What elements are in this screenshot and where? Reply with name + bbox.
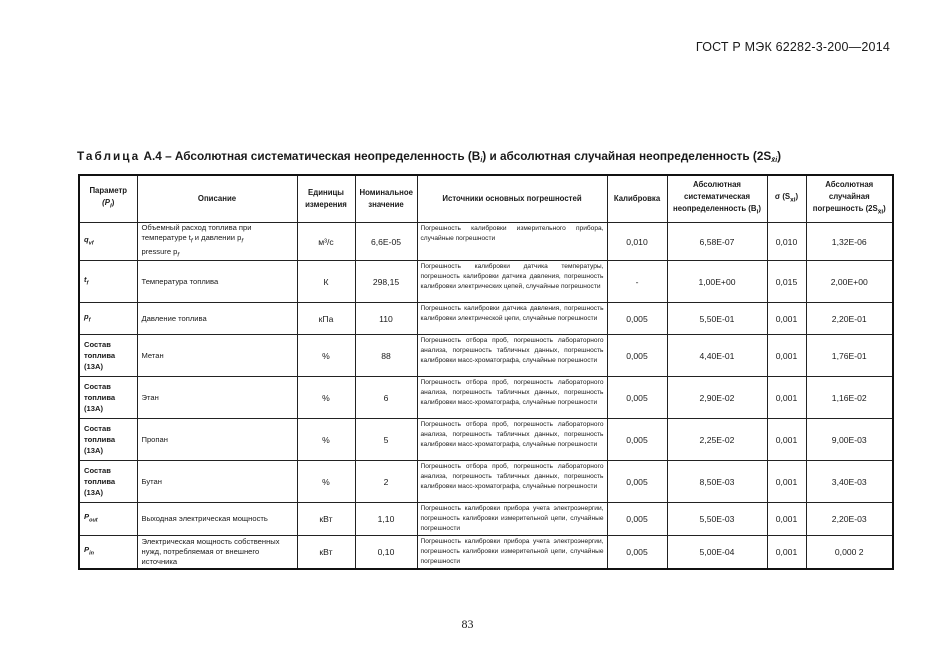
cell-description: Бутан [137,461,297,503]
cell-calibration: 0,005 [607,461,667,503]
cell-description: Выходная электрическая мощность [137,503,297,536]
cell-sigma: 0,010 [767,223,806,261]
cell-unit: кВт [297,536,355,570]
standard-designation: ГОСТ Р МЭК 62282-3-200—2014 [695,40,890,54]
table-row [79,377,893,419]
cell-sigma: 0,001 [767,303,806,335]
col-rand: Абсолютная случайная погрешность $(2S_{x̄i})$ [806,175,893,223]
cell-systematic: 6,58E-07 [667,223,767,261]
cell-description: Этан [137,377,297,419]
col-calib: Калибровка [607,175,667,223]
cell-description: Температура топлива [137,261,297,303]
cell-nominal: 6 [355,377,417,419]
caption-label: Таблица [77,149,141,163]
cell-random: 2,20E-03 [806,503,893,536]
cell-description: Электрическая мощность собственных нужд, потребляемая от внешнего источника [137,536,297,570]
col-nominal: Номинальное значение [355,175,417,223]
col-sys: Абсолютная систематическая неопределенность $(B_i)$ [667,175,767,223]
cell-calibration: 0,005 [607,303,667,335]
table-row [79,461,893,503]
cell-description: Давление топлива [137,303,297,335]
cell-unit: м³/с [297,223,355,261]
cell-nominal: 5 [355,419,417,461]
cell-sigma: 0,001 [767,461,806,503]
cell-random: 1,76E-01 [806,335,893,377]
cell-random: 1,16E-02 [806,377,893,419]
cell-random: 2,00E+00 [806,261,893,303]
cell-nominal: 1,10 [355,503,417,536]
cell-source: Погрешность отбора проб, погрешность лабораторного анализа, погрешность табличных данных, погрешность калибровки масс-хроматографа, случайные погрешности [417,419,607,461]
cell-systematic: 4,40E-01 [667,335,767,377]
page-number: 83 [461,617,474,631]
col-param: Параметр $(P_i)$ [79,175,137,223]
cell-source: Погрешность калибровки датчика давления, погрешность калибровки электрической цепи, случайные погрешности [417,303,607,335]
cell-unit: % [297,419,355,461]
cell-systematic: 2,90E-02 [667,377,767,419]
cell-random: 2,20E-01 [806,303,893,335]
cell-calibration: - [607,261,667,303]
cell-systematic: 2,25E-02 [667,419,767,461]
cell-param: $q_{vf}$ [79,223,137,261]
table-row [79,335,893,377]
cell-param: $p_f$ [79,303,137,335]
cell-nominal: 88 [355,335,417,377]
table-row [79,419,893,461]
cell-random: 0,000 2 [806,536,893,570]
cell-unit: К [297,261,355,303]
cell-calibration: 0,005 [607,536,667,570]
cell-description: Объемный расход топлива при температуре $t_f$ и давлении $p_f$ pressure $p_f$ [137,223,297,261]
cell-source: Погрешность отбора проб, погрешность лабораторного анализа, погрешность табличных данных, погрешность калибровки масс-хроматографа, случайные погрешности [417,461,607,503]
caption-text: А.4 – Абсолютная систематическая неопределенность (B [143,149,481,163]
table-row [79,503,893,536]
cell-calibration: 0,010 [607,223,667,261]
cell-description: Пропан [137,419,297,461]
cell-random: 3,40E-03 [806,461,893,503]
table-row [79,223,893,261]
cell-param: Состав топлива (13А) [79,419,137,461]
cell-calibration: 0,005 [607,335,667,377]
cell-unit: % [297,377,355,419]
cell-systematic: 8,50E-03 [667,461,767,503]
cell-param: Состав топлива (13А) [79,377,137,419]
cell-nominal: 298,15 [355,261,417,303]
table-caption: Таблица А.4 – Абсолютная систематическая неопределенность $(B_i)$ и абсолютная случайная неопределенность $(2S_{x̄i})$ [77,149,782,164]
cell-systematic: 1,00E+00 [667,261,767,303]
cell-calibration: 0,005 [607,419,667,461]
cell-calibration: 0,005 [607,503,667,536]
table-header-row [79,175,893,223]
cell-param: Состав топлива (13А) [79,461,137,503]
cell-source: Погрешность калибровки прибора учета электроэнергии, погрешность калибровки измерительной цепи, случайные погрешности [417,503,607,536]
cell-random: 1,32E-06 [806,223,893,261]
cell-nominal: 0,10 [355,536,417,570]
cell-sigma: 0,015 [767,261,806,303]
cell-description: Метан [137,335,297,377]
cell-source: Погрешность калибровки измерительного прибора, случайные погрешности [417,223,607,261]
cell-source: Погрешность калибровки датчика температуры, погрешность калибровки датчика давления, погрешность калибровки электрических цепей, случайные погрешности [417,261,607,303]
col-desc: Описание [137,175,297,223]
table-row [79,303,893,335]
col-sources: Источники основных погрешностей [417,175,607,223]
cell-systematic: 5,50E-01 [667,303,767,335]
table-row [79,261,893,303]
cell-source: Погрешность отбора проб, погрешность лабораторного анализа, погрешность табличных данных, погрешность калибровки масс-хроматографа, случайные погрешности [417,335,607,377]
cell-sigma: 0,001 [767,503,806,536]
cell-nominal: 110 [355,303,417,335]
cell-sigma: 0,001 [767,536,806,570]
uncertainty-table [78,174,894,570]
cell-param: $t_f$ [79,261,137,303]
cell-unit: % [297,335,355,377]
cell-systematic: 5,50E-03 [667,503,767,536]
cell-unit: кПа [297,303,355,335]
cell-calibration: 0,005 [607,377,667,419]
cell-param: Состав топлива (13А) [79,335,137,377]
cell-nominal: 6,6E-05 [355,223,417,261]
col-units: Единицы измерения [297,175,355,223]
cell-sigma: 0,001 [767,419,806,461]
cell-unit: % [297,461,355,503]
cell-unit: кВт [297,503,355,536]
cell-sigma: 0,001 [767,377,806,419]
cell-param: $P_{in}$ [79,536,137,570]
cell-param: $P_{out}$ [79,503,137,536]
cell-sigma: 0,001 [767,335,806,377]
col-sigma: σ $(S_{xi})$ [767,175,806,223]
cell-systematic: 5,00E-04 [667,536,767,570]
cell-source: Погрешность калибровки прибора учета электроэнергии, погрешность калибровки измерительной цепи, случайные погрешности [417,536,607,570]
table-row [79,536,893,570]
cell-nominal: 2 [355,461,417,503]
cell-random: 9,00E-03 [806,419,893,461]
cell-source: Погрешность отбора проб, погрешность лабораторного анализа, погрешность табличных данных, погрешность калибровки масс-хроматографа, случайные погрешности [417,377,607,419]
